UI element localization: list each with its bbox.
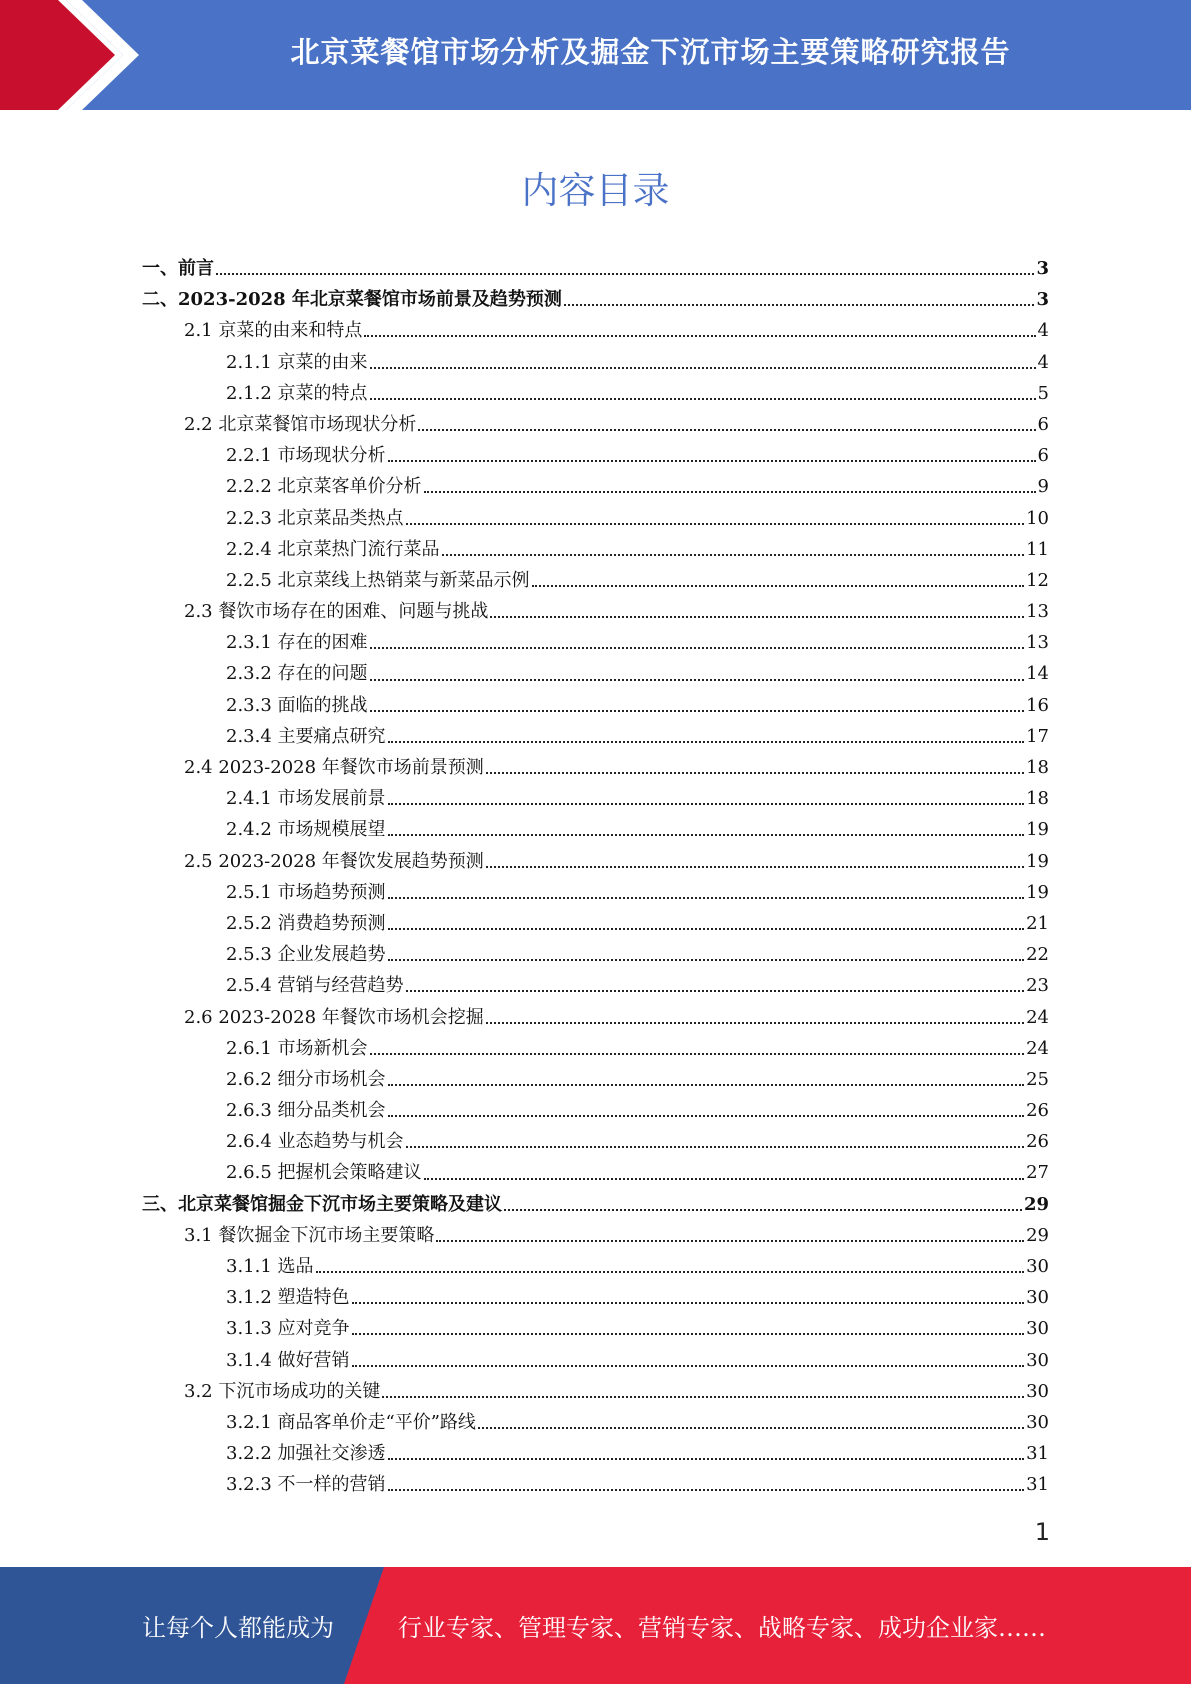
header-title: 北京菜餐馆市场分析及掘金下沉市场主要策略研究报告 [290, 34, 1011, 69]
header-chevron-logo [0, 0, 160, 110]
toc-entry-page: 31 [1026, 1443, 1049, 1465]
toc-dot-leader [364, 334, 1035, 337]
toc-entry[interactable] [142, 1376, 1049, 1407]
toc-entry[interactable] [142, 1033, 1049, 1064]
toc-entry-label: 2.3.3 面临的挑战 [226, 694, 368, 716]
toc-entry[interactable] [142, 503, 1049, 534]
toc-entry-label: 2.6.4 业态趋势与机会 [226, 1131, 404, 1153]
toc-dot-leader [388, 1083, 1025, 1086]
toc-entry-label: 2.3 餐饮市场存在的困难、问题与挑战 [184, 601, 489, 623]
toc-entry-label: 三、北京菜餐馆掘金下沉市场主要策略及建议 [142, 1193, 502, 1215]
toc-entry-label: 2.4.2 市场规模展望 [226, 819, 386, 841]
toc-entry-label: 2.2.4 北京菜热门流行菜品 [226, 538, 440, 560]
toc-entry[interactable] [142, 877, 1049, 908]
toc-entry-page: 18 [1026, 757, 1049, 778]
toc-entry-page: 26 [1026, 1131, 1049, 1153]
toc-entry-page: 23 [1026, 975, 1049, 997]
toc-dot-leader [382, 1395, 1024, 1398]
toc-entry-page: 17 [1026, 725, 1049, 747]
toc-entry[interactable] [142, 347, 1049, 378]
toc-entry[interactable] [142, 1313, 1049, 1344]
toc-dot-leader [388, 802, 1025, 805]
toc-entry-page: 3 [1036, 289, 1049, 311]
toc-entry-page: 21 [1026, 912, 1049, 934]
toc-entry[interactable] [142, 1282, 1049, 1313]
toc-entry-label: 3.1.4 做好营销 [226, 1349, 350, 1371]
toc-entry-label: 2.3.2 存在的问题 [226, 663, 368, 685]
toc-entry[interactable] [142, 690, 1049, 721]
toc-entry-page: 10 [1026, 507, 1049, 529]
toc-entry-label: 2.2.5 北京菜线上热销菜与新菜品示例 [226, 569, 530, 591]
toc-entry-label: 2.4.1 市场发展前景 [226, 788, 386, 810]
toc-dot-leader [532, 584, 1025, 587]
toc-entry[interactable] [142, 1407, 1049, 1438]
toc-entry[interactable] [142, 1345, 1049, 1376]
toc-entry[interactable] [142, 1469, 1049, 1500]
toc-entry[interactable] [142, 939, 1049, 970]
toc-entry-page: 3 [1036, 258, 1049, 279]
toc-entry-label: 2.4 2023-2028 年餐饮市场前景预测 [184, 757, 484, 778]
toc-entry[interactable] [142, 783, 1049, 814]
toc-entry-page: 13 [1026, 601, 1049, 623]
toc-entry-page: 19 [1026, 819, 1049, 841]
toc-title: 内容目录 [521, 169, 670, 212]
toc-dot-leader [370, 397, 1036, 400]
toc-entry-page: 30 [1026, 1318, 1049, 1340]
toc-entry-page: 27 [1026, 1162, 1049, 1184]
toc-entry-page: 19 [1026, 881, 1049, 903]
toc-dot-leader [478, 1426, 1024, 1429]
toc-entry[interactable] [142, 846, 1049, 877]
toc-dot-leader [490, 615, 1024, 618]
toc-entry-label: 2.5.3 企业发展趋势 [226, 944, 386, 966]
toc-entry[interactable] [142, 471, 1049, 502]
toc-entry-page: 12 [1026, 569, 1049, 591]
toc-entry-label: 2.6.2 细分市场机会 [226, 1068, 386, 1090]
toc-entry-label: 3.2 下沉市场成功的关键 [184, 1380, 381, 1402]
toc-entry[interactable] [142, 409, 1049, 440]
toc-entry-page: 19 [1026, 850, 1049, 872]
table-of-contents [142, 253, 1049, 1501]
toc-dot-leader [216, 272, 1034, 275]
toc-entry-label: 2.6.3 细分品类机会 [226, 1100, 386, 1122]
toc-dot-leader [388, 1488, 1025, 1491]
toc-dot-leader [370, 678, 1025, 681]
toc-entry-label: 2.6.5 把握机会策略建议 [226, 1162, 422, 1184]
toc-entry-page: 30 [1026, 1287, 1049, 1309]
toc-dot-leader [370, 709, 1025, 712]
toc-dot-leader [504, 1208, 1022, 1211]
toc-dot-leader [486, 1021, 1024, 1024]
toc-entry-label: 3.1.2 塑造特色 [226, 1287, 350, 1309]
toc-dot-leader [388, 833, 1025, 836]
toc-dot-leader [436, 1239, 1024, 1242]
toc-dot-leader [486, 771, 1024, 774]
toc-entry-page: 30 [1026, 1380, 1049, 1402]
toc-entry[interactable] [142, 814, 1049, 845]
toc-dot-leader [352, 1301, 1025, 1304]
toc-dot-leader [370, 646, 1025, 649]
toc-entry[interactable] [142, 565, 1049, 596]
toc-dot-leader [406, 1145, 1025, 1148]
toc-entry-label: 二、2023-2028 年北京菜餐馆市场前景及趋势预测 [142, 289, 562, 311]
toc-entry-page: 30 [1026, 1349, 1049, 1371]
toc-entry-label: 2.2.2 北京菜客单价分析 [226, 476, 422, 498]
toc-entry-label: 2.2 北京菜餐馆市场现状分析 [184, 413, 417, 435]
toc-entry-label: 3.2.2 加强社交渗透 [226, 1443, 386, 1465]
toc-entry-label: 2.6 2023-2028 年餐饮市场机会挖掘 [184, 1006, 484, 1028]
toc-entry-label: 2.5.1 市场趋势预测 [226, 881, 386, 903]
toc-entry-label: 3.2.3 不一样的营销 [226, 1474, 386, 1496]
toc-dot-leader [388, 1114, 1025, 1117]
toc-entry-page: 6 [1037, 413, 1049, 435]
toc-entry[interactable] [142, 284, 1049, 315]
toc-entry[interactable] [142, 1095, 1049, 1126]
toc-entry-label: 2.5 2023-2028 年餐饮发展趋势预测 [184, 850, 484, 872]
toc-entry-page: 30 [1026, 1256, 1049, 1277]
toc-entry-label: 2.1.2 京菜的特点 [226, 382, 368, 404]
toc-entry[interactable] [142, 752, 1049, 783]
toc-dot-leader [388, 927, 1025, 930]
toc-entry-label: 2.2.1 市场现状分析 [226, 445, 386, 467]
toc-entry-page: 24 [1026, 1037, 1049, 1059]
toc-entry-label: 3.1 餐饮掘金下沉市场主要策略 [184, 1224, 435, 1246]
toc-entry-page: 9 [1037, 476, 1049, 498]
toc-dot-leader [388, 459, 1036, 462]
toc-dot-leader [370, 1052, 1025, 1055]
toc-entry[interactable] [142, 378, 1049, 409]
toc-entry-label: 2.6.1 市场新机会 [226, 1037, 368, 1059]
toc-entry[interactable] [142, 1220, 1049, 1251]
toc-entry-page: 22 [1026, 944, 1049, 966]
toc-entry-page: 6 [1037, 445, 1049, 467]
toc-dot-leader [388, 958, 1025, 961]
toc-entry[interactable] [142, 908, 1049, 939]
toc-entry-page: 16 [1026, 694, 1049, 716]
toc-entry[interactable] [142, 1126, 1049, 1157]
toc-entry[interactable] [142, 440, 1049, 471]
toc-dot-leader [406, 989, 1025, 992]
toc-dot-leader [486, 865, 1024, 868]
toc-entry-page: 4 [1037, 351, 1049, 373]
toc-dot-leader [352, 1364, 1025, 1367]
toc-dot-leader [424, 1177, 1025, 1180]
toc-entry-label: 2.2.3 北京菜品类热点 [226, 507, 404, 529]
toc-dot-leader [388, 1457, 1025, 1460]
toc-entry[interactable] [142, 1251, 1049, 1282]
toc-entry-page: 26 [1026, 1100, 1049, 1122]
toc-entry[interactable] [142, 658, 1049, 689]
toc-entry-label: 3.1.1 选品 [226, 1256, 314, 1277]
toc-dot-leader [406, 522, 1025, 525]
toc-entry-page: 5 [1037, 382, 1049, 404]
toc-entry-label: 一、前言 [142, 258, 214, 279]
toc-entry-page: 31 [1026, 1474, 1049, 1496]
toc-entry[interactable] [142, 1189, 1049, 1220]
toc-dot-leader [388, 740, 1025, 743]
toc-entry-label: 3.2.1 商品客单价走“平价”路线 [226, 1411, 476, 1433]
toc-entry[interactable] [142, 970, 1049, 1001]
toc-entry-label: 3.1.3 应对竞争 [226, 1318, 350, 1340]
toc-entry-page: 4 [1037, 320, 1049, 342]
toc-entry[interactable] [142, 1064, 1049, 1095]
toc-entry[interactable] [142, 253, 1049, 284]
toc-entry-label: 2.5.4 营销与经营趋势 [226, 975, 404, 997]
toc-entry-page: 14 [1026, 663, 1049, 685]
toc-dot-leader [352, 1332, 1025, 1335]
toc-entry[interactable] [142, 1002, 1049, 1033]
toc-entry-page: 24 [1026, 1006, 1049, 1028]
toc-dot-leader [424, 490, 1036, 493]
toc-entry-page: 25 [1026, 1068, 1049, 1090]
toc-entry-page: 18 [1026, 788, 1049, 810]
header-band [0, 0, 1191, 110]
toc-entry-page: 11 [1026, 538, 1049, 560]
toc-entry[interactable] [142, 1438, 1049, 1469]
toc-entry[interactable] [142, 1157, 1049, 1188]
footer-slogan-left: 让每个人都能成为 [142, 1614, 334, 1642]
toc-entry[interactable] [142, 534, 1049, 565]
toc-entry-label: 2.3.4 主要痛点研究 [226, 725, 386, 747]
footer-slogan-right: 行业专家、管理专家、营销专家、战略专家、成功企业家…… [398, 1614, 1046, 1642]
footer-band [0, 1567, 1191, 1684]
toc-entry[interactable] [142, 315, 1049, 346]
toc-dot-leader [564, 303, 1035, 306]
toc-dot-leader [442, 553, 1025, 556]
page-number: 1 [1034, 1518, 1050, 1546]
toc-entry-page: 29 [1023, 1193, 1049, 1215]
toc-dot-leader [316, 1270, 1025, 1273]
toc-entry-label: 2.5.2 消费趋势预测 [226, 912, 386, 934]
toc-dot-leader [370, 366, 1036, 369]
toc-dot-leader [418, 428, 1035, 431]
toc-entry-label: 2.3.1 存在的困难 [226, 632, 368, 654]
toc-entry-page: 30 [1026, 1411, 1049, 1433]
toc-entry-label: 2.1.1 京菜的由来 [226, 351, 368, 373]
toc-entry-page: 29 [1026, 1224, 1049, 1246]
toc-entry[interactable] [142, 596, 1049, 627]
toc-dot-leader [388, 896, 1025, 899]
toc-entry[interactable] [142, 721, 1049, 752]
toc-entry-label: 2.1 京菜的由来和特点 [184, 320, 363, 342]
toc-entry[interactable] [142, 627, 1049, 658]
toc-entry-page: 13 [1026, 632, 1049, 654]
